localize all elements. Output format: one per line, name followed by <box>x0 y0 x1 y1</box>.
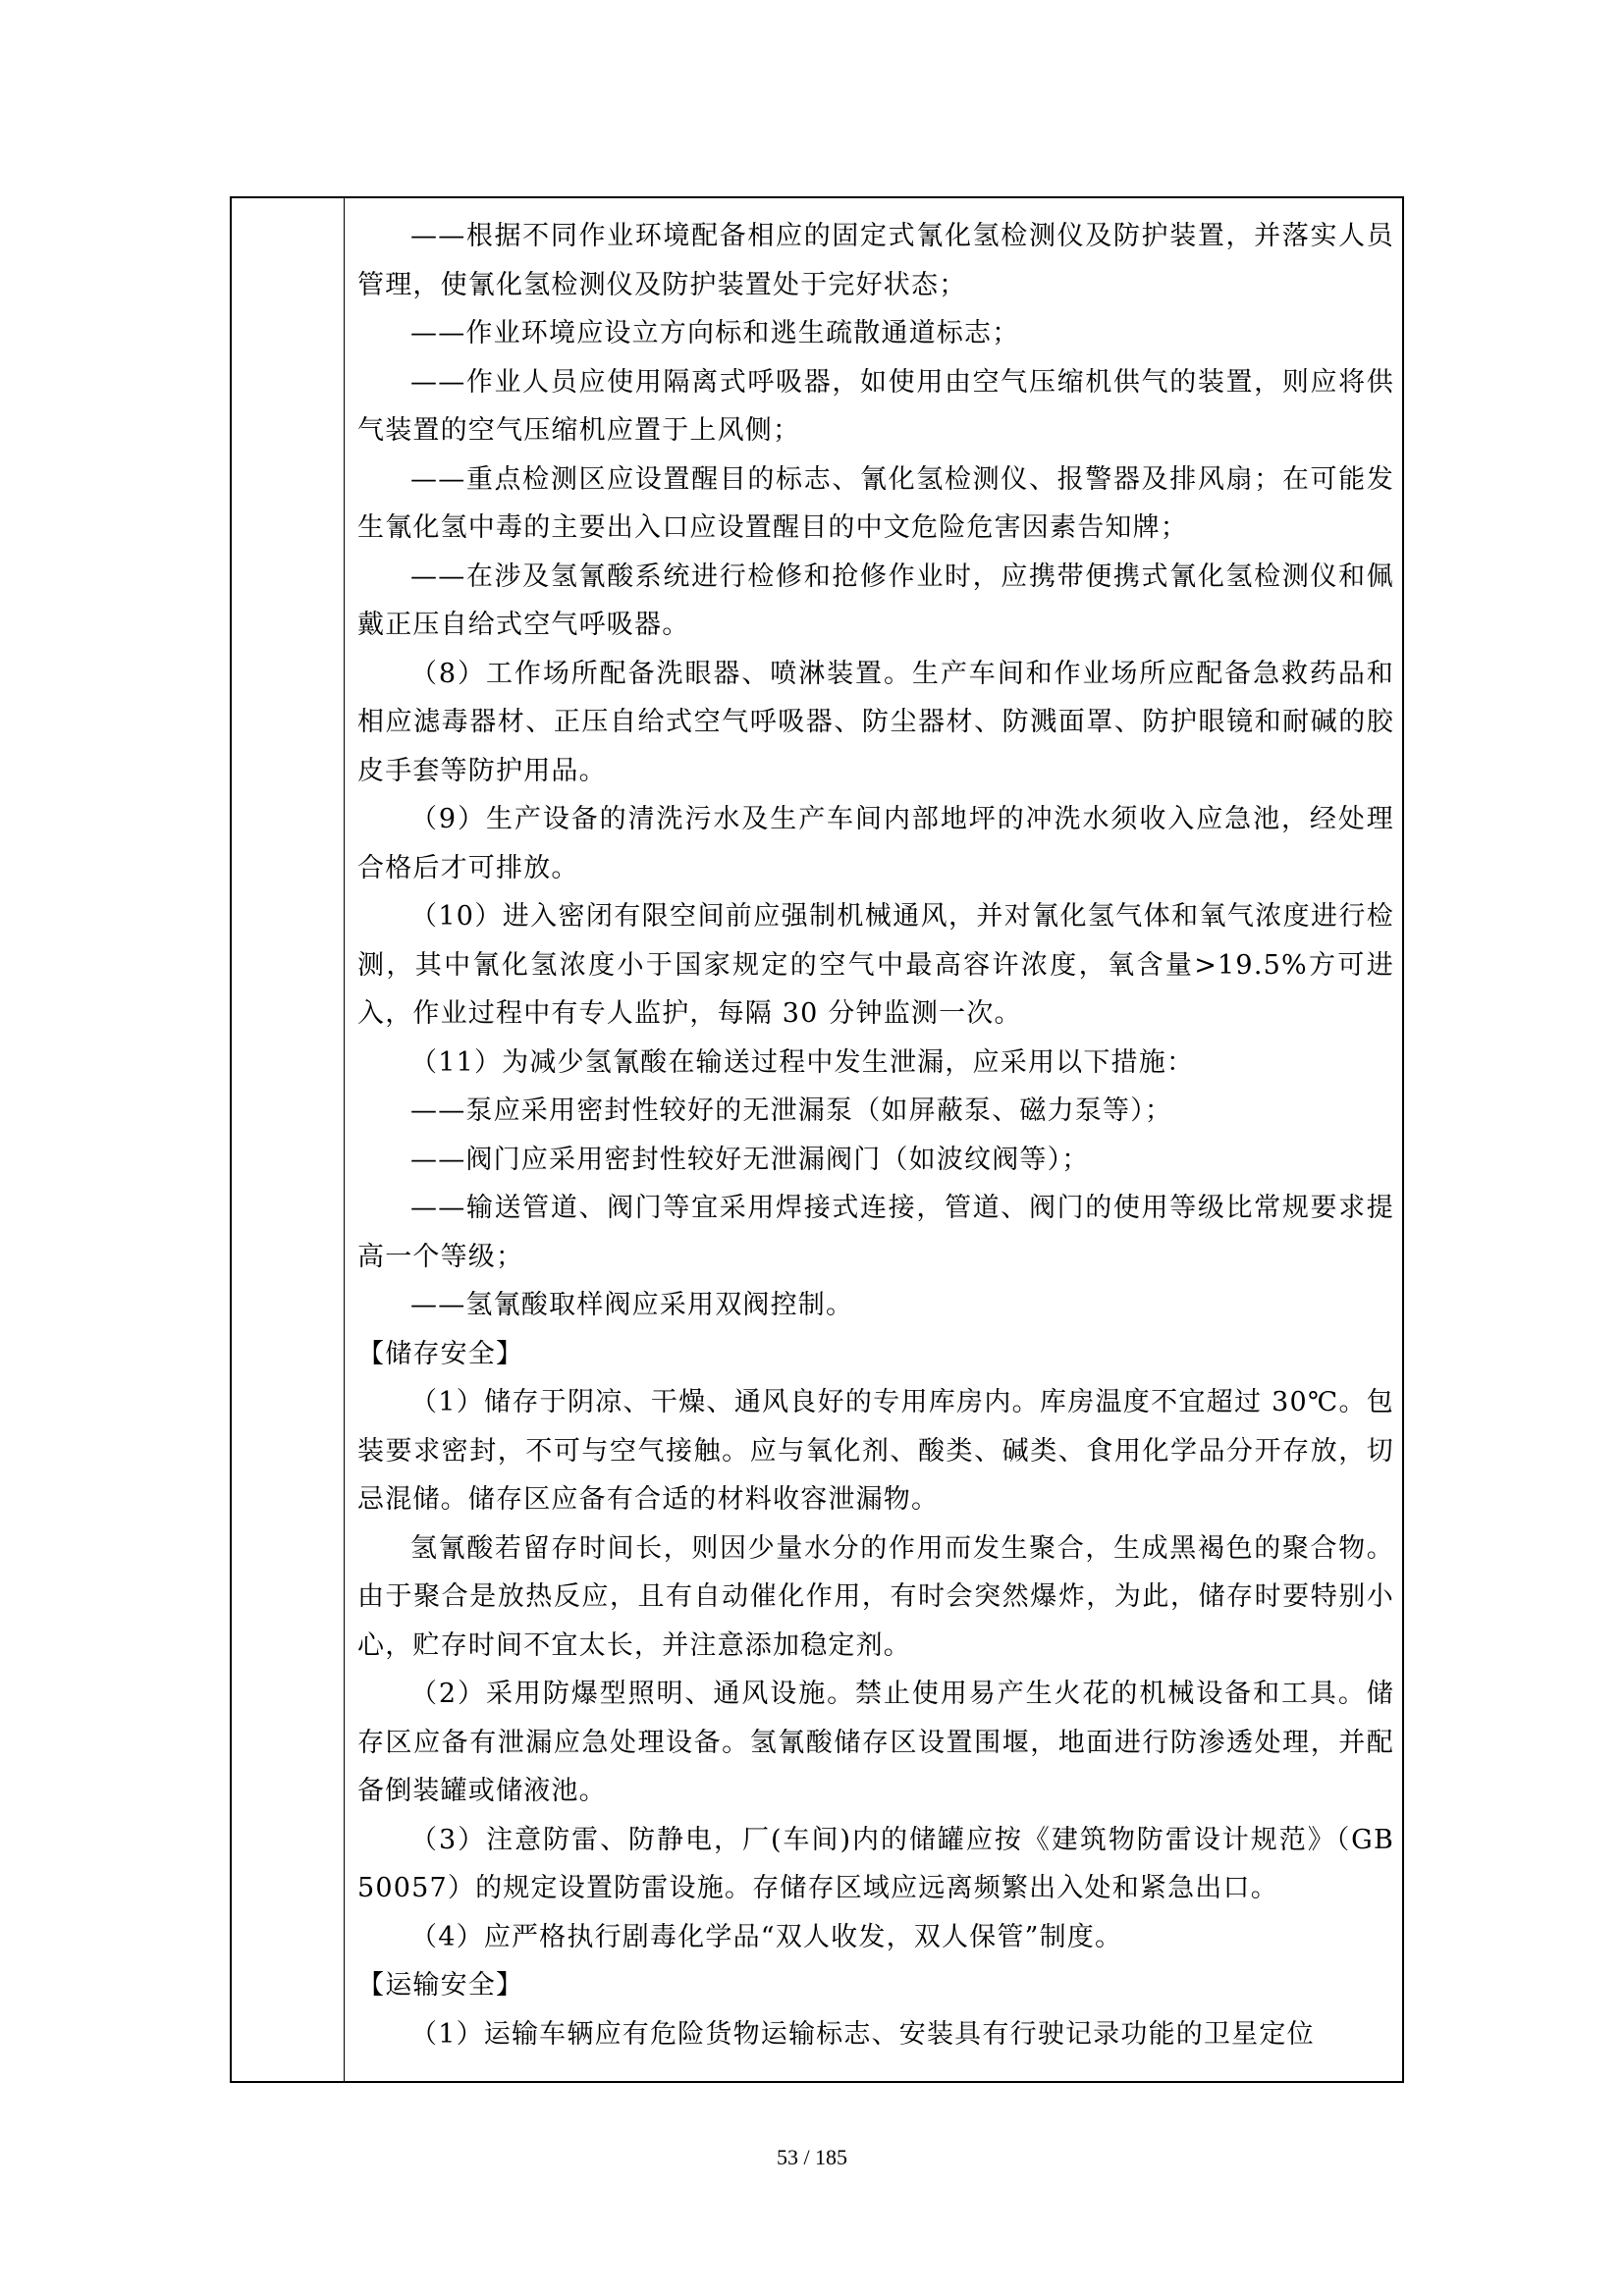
paragraph: ——作业人员应使用隔离式呼吸器，如使用由空气压缩机供气的装置，则应将供气装置的空气压缩机应置于上风侧； <box>357 366 1394 446</box>
paragraph: ——作业环境应设立方向标和逃生疏散通道标志； <box>410 318 1020 348</box>
paragraph: ——重点检测区应设置醒目的标志、氰化氢检测仪、报警器及排风扇；在可能发生氰化氢中毒的主要出入口应设置醒目的中文危险危害因素告知牌； <box>357 463 1394 543</box>
paragraph: （9）生产设备的清洗污水及生产车间内部地坪的冲洗水须收入应急池，经处理合格后才可排放。 <box>357 804 1394 883</box>
paragraph: 氢氰酸若留存时间长，则因少量水分的作用而发生聚合，生成黑褐色的聚合物。由于聚合是放热反应，且有自动催化作用，有时会突然爆炸，为此，储存时要特别小心，贮存时间不宜太长，并注意添加稳定剂。 <box>357 1532 1394 1661</box>
paragraph: （10）进入密闭有限空间前应强制机械通风，并对氰化氢气体和氧气浓度进行检测，其中氰化氢浓度小于国家规定的空气中最高容许浓度，氧含量>19.5%方可进入，作业过程中有专人监护，每隔 30 分钟监测一次。 <box>357 901 1394 1029</box>
paragraph: （1）运输车辆应有危险货物运输标志、安装具有行驶记录功能的卫星定位 <box>410 2018 1315 2050</box>
paragraph: （4）应严格执行剧毒化学品“双人收发，双人保管”制度。 <box>410 1921 1123 1952</box>
paragraph: ——阀门应采用密封性较好无泄漏阀门（如波纹阀等）； <box>410 1144 1090 1175</box>
paragraph: ——泵应采用密封性较好的无泄漏泵（如屏蔽泵、磁力泵等）； <box>410 1095 1173 1126</box>
page-number: 53 / 185 <box>776 2145 848 2169</box>
column-divider <box>344 198 345 2081</box>
paragraph: ——根据不同作业环境配备相应的固定式氰化氢检测仪及防护装置，并落实人员管理，使氰化氢检测仪及防护装置处于完好状态； <box>357 221 1394 300</box>
paragraph: （8）工作场所配备洗眼器、喷淋装置。生产车间和作业场所应配备急救药品和相应滤毒器材、正压自给式空气呼吸器、防尘器材、防溅面罩、防护眼镜和耐碱的胶皮手套等防护用品。 <box>357 658 1394 786</box>
section-heading: 【储存安全】 <box>357 1338 524 1369</box>
paragraph: ——氢氰酸取样阀应采用双阀控制。 <box>410 1290 854 1320</box>
paragraph: （1）储存于阴凉、干燥、通风良好的专用库房内。库房温度不宜超过 30℃。包装要求密封，不可与空气接触。应与氧化剂、酸类、碱类、食用化学品分开存放，切忌混储。储存区应备有合适的材料收容泄漏物。 <box>357 1387 1394 1515</box>
paragraph: （3）注意防雷、防静电，厂(车间)内的储罐应按《建筑物防雷设计规范》（GB 50057）的规定设置防雷设施。存储存区域应远离频繁出入处和紧急出口。 <box>357 1824 1394 1903</box>
paragraph: （11）为减少氢氰酸在输送过程中发生泄漏，应采用以下措施： <box>410 1046 1195 1078</box>
section-heading: 【运输安全】 <box>357 1970 524 2001</box>
table-content-cell <box>357 212 1394 2058</box>
paragraph: ——在涉及氢氰酸系统进行检修和抢修作业时，应携带便携式氰化氢检测仪和佩戴正压自给式空气呼吸器。 <box>357 561 1394 640</box>
paragraph: （2）采用防爆型照明、通风设施。禁止使用易产生火花的机械设备和工具。储存区应备有泄漏应急处理设备。氢氰酸储存区设置围堰，地面进行防渗透处理，并配备倒装罐或储液池。 <box>357 1679 1394 1806</box>
document-table <box>230 196 1404 2083</box>
paragraph: ——输送管道、阀门等宜采用焊接式连接，管道、阀门的使用等级比常规要求提高一个等级； <box>357 1193 1394 1272</box>
